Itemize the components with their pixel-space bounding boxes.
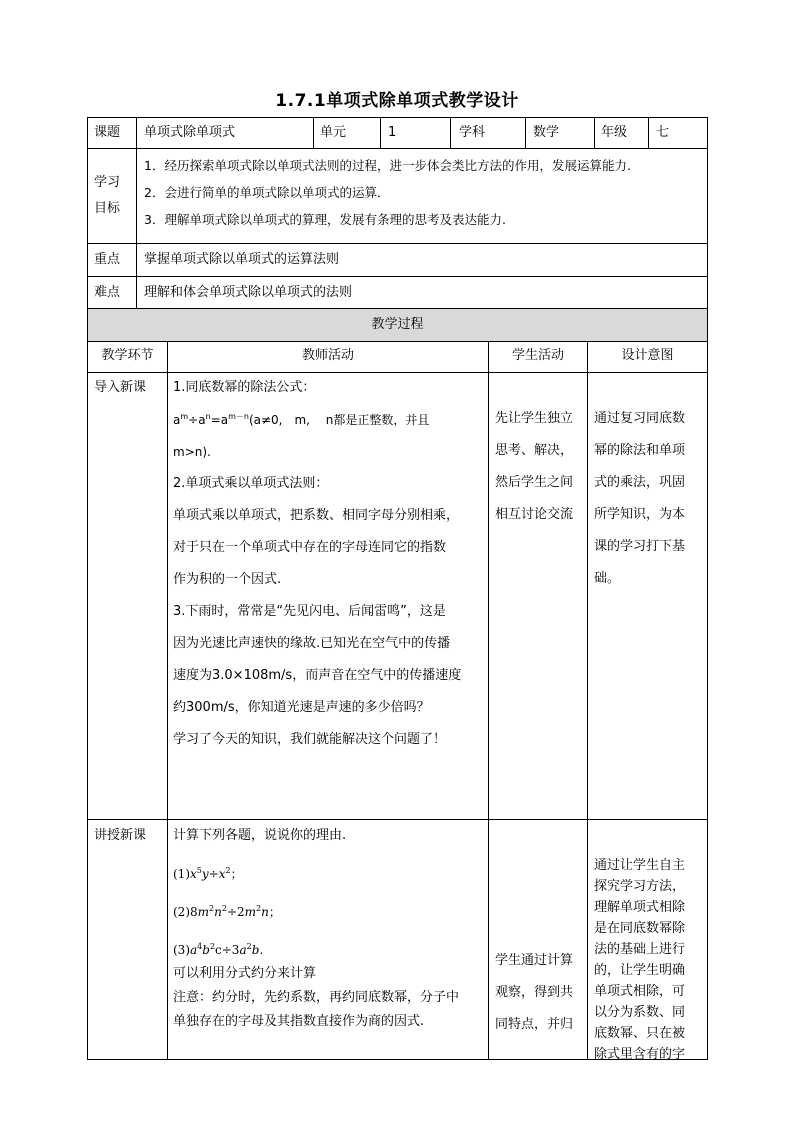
exercise-3 (173, 941, 459, 959)
teacher-line: 1.同底数幂的除法公式： (173, 380, 316, 395)
intent-line: 式的乘法，巩固 (594, 475, 686, 490)
objectives-label (94, 174, 120, 218)
course-value: 单项式除单项式 (144, 125, 236, 140)
math-var: b. (251, 943, 264, 957)
exercise-1 (173, 865, 459, 883)
formula-part: =a (210, 413, 229, 427)
teacher-line: 速度为3.0×108m/s，而声音在空气中的传播速度 (173, 668, 462, 683)
teacher-line: m>n). (173, 445, 211, 459)
table-row-divider (87, 148, 708, 149)
math-exponent: 2 (246, 942, 252, 951)
subject-value: 数学 (533, 125, 560, 140)
process-section-title: 教学过程 (371, 317, 424, 332)
lecture-design-intent (594, 857, 685, 1064)
intent-line: 所学知识，为本 (594, 507, 686, 522)
math-var: m (197, 905, 210, 919)
teacher-line: 注意：约分时，先约系数，再约同底数幂，分子中 (173, 990, 460, 1005)
intent-line: 课的学习打下基 (594, 539, 686, 554)
math-var: a (239, 943, 247, 957)
objectives-label-line: 目标 (94, 201, 121, 216)
math-op: c÷3 (215, 943, 240, 957)
header-intent: 设计意图 (621, 348, 674, 363)
column-divider (167, 341, 168, 1060)
objectives-label-line: 学习 (94, 175, 121, 190)
column-divider (313, 117, 314, 149)
header-teacher: 教师活动 (301, 348, 354, 363)
math-var: x (190, 867, 197, 881)
header-stage: 教学环节 (101, 348, 154, 363)
difficulty-value: 理解和体会单项式除以单项式的法则 (144, 285, 353, 300)
unit-value: 1 (388, 125, 397, 140)
teacher-line: 学习了今天的知识，我们就能解决这个问题了！ (173, 732, 447, 747)
intent-line: 底数幂、只在被 (594, 1026, 686, 1041)
objective-item: 3．理解单项式除以单项式的算理，发展有条理的思考及表达能力. (144, 212, 506, 227)
objective-item: 1．经历探索单项式除以单项式法则的过程，进一步体会类比方法的作用，发展运算能力. (144, 158, 631, 173)
exercise-number: (1) (173, 867, 190, 881)
math-punct: ； (230, 867, 243, 881)
column-divider (380, 117, 381, 149)
lecture-stage: 讲授新课 (94, 828, 147, 843)
student-line: 相互讨论交流 (495, 507, 574, 522)
student-line: 同特点，并归 (495, 1017, 574, 1032)
intent-line: 的，让学生明确 (594, 963, 686, 978)
student-line: 思考、解决， (495, 443, 574, 458)
exercise-number: (3) (173, 943, 190, 957)
math-exponent: 2 (221, 904, 227, 913)
teacher-line: 3.下雨时，常常是“先见闪电、后闻雷鸣”，这是 (173, 604, 446, 619)
intent-line: 除式里含有的字 (594, 1047, 686, 1062)
math-exponent: 2 (209, 942, 216, 951)
subject-label: 学科 (459, 125, 486, 140)
table-row-divider (87, 276, 708, 277)
student-line: 然后学生之间 (495, 475, 574, 490)
intent-line: 通过让学生自主 (594, 858, 686, 873)
objectives-list (144, 157, 631, 229)
intent-line: 法的基础上进行 (594, 942, 686, 957)
teacher-line: 2.单项式乘以单项式法则： (173, 476, 329, 491)
formula-exponent: m－n (228, 412, 249, 421)
table-row-divider (87, 243, 708, 244)
math-var: b (202, 943, 210, 957)
intent-line: 单项式相除，可 (594, 984, 686, 999)
header-student: 学生活动 (511, 348, 564, 363)
intro-stage: 导入新课 (94, 380, 147, 395)
formula-exponent: n (205, 412, 211, 421)
teacher-line: 计算下列各题，说说你的理由. (173, 828, 347, 843)
course-label: 课题 (94, 125, 121, 140)
math-exponent: 5 (196, 866, 202, 875)
teacher-line: 可以利用分式约分来计算 (173, 966, 317, 981)
teacher-line: 作为积的一个因式. (173, 572, 282, 587)
table-row-divider (87, 372, 708, 373)
column-divider (525, 117, 526, 149)
intent-line: 幂的除法和单项 (594, 443, 686, 458)
math-punct: ； (268, 905, 281, 919)
math-var: n (261, 905, 269, 919)
math-exponent: 2 (209, 904, 215, 913)
math-var: m (244, 905, 257, 919)
key-point-label: 重点 (94, 252, 121, 267)
intent-line: 通过复习同底数 (594, 411, 686, 426)
math-op: ÷2 (226, 905, 245, 919)
exercise-2 (173, 903, 459, 921)
column-divider (488, 341, 489, 1060)
intent-line: 探究学习方法， (594, 879, 686, 894)
formula-part: (a≠0, m, n都是正整数，并且 (248, 413, 430, 427)
document-title: 1.7.1单项式除单项式教学设计 (275, 91, 519, 111)
table-row-divider (87, 341, 708, 342)
teacher-line: 单项式乘以单项式，把系数、相同字母分别相乘， (173, 508, 460, 523)
math-var: y÷x (201, 867, 226, 881)
table-border-left (87, 117, 88, 1060)
formula-exponent: m (180, 412, 189, 421)
lecture-student-activity (495, 952, 573, 1034)
student-line: 先让学生独立 (495, 411, 574, 426)
intent-line: 础。 (594, 571, 621, 586)
math-exponent: 4 (197, 942, 203, 951)
table-border-right (707, 117, 708, 1060)
column-divider (450, 117, 451, 149)
column-divider (648, 117, 649, 149)
teacher-line: 单独存在的字母及其指数直接作为商的因式. (173, 1014, 425, 1029)
column-divider (594, 117, 595, 149)
table-border-top (87, 117, 708, 118)
grade-label: 年级 (601, 125, 628, 140)
table-row-divider (87, 819, 708, 820)
math-exponent: 2 (225, 866, 231, 875)
table-row-divider (87, 308, 708, 309)
intent-line: 以分为系数、同 (594, 1005, 686, 1020)
teacher-line: 对于只在一个单项式中存在的字母连同它的指数 (173, 540, 447, 555)
intro-student-activity (495, 410, 573, 524)
column-divider (587, 341, 588, 1060)
grade-value: 七 (656, 125, 670, 140)
formula-base: a (173, 413, 181, 427)
teacher-line: 因为光速比声速快的缘故.已知光在空气中的传播 (173, 636, 451, 651)
difficulty-label: 难点 (94, 285, 121, 300)
math-var: n (214, 905, 222, 919)
student-line: 学生通过计算 (495, 953, 574, 968)
student-line: 观察，得到共 (495, 985, 574, 1000)
math-exponent: 2 (256, 904, 262, 913)
intent-line: 是在同底数幂除 (594, 921, 686, 936)
formula-line (173, 411, 461, 429)
intent-line: 理解单项式相除 (594, 900, 686, 915)
formula-part: ÷a (188, 413, 206, 427)
column-divider (136, 117, 137, 309)
exercise-number: (2)8 (173, 905, 198, 919)
intro-teacher-activity (173, 379, 461, 749)
unit-label: 单元 (320, 125, 347, 140)
key-point-value: 掌握单项式除以单项式的运算法则 (144, 252, 340, 267)
lecture-teacher-activity (173, 827, 459, 1031)
math-var: a (190, 943, 198, 957)
objective-item: 2．会进行简单的单项式除以单项式的运算． (144, 185, 390, 200)
teacher-line: 约300m/s，你知道光速是声速的多少倍吗？ (173, 700, 430, 715)
intro-design-intent (594, 410, 685, 588)
